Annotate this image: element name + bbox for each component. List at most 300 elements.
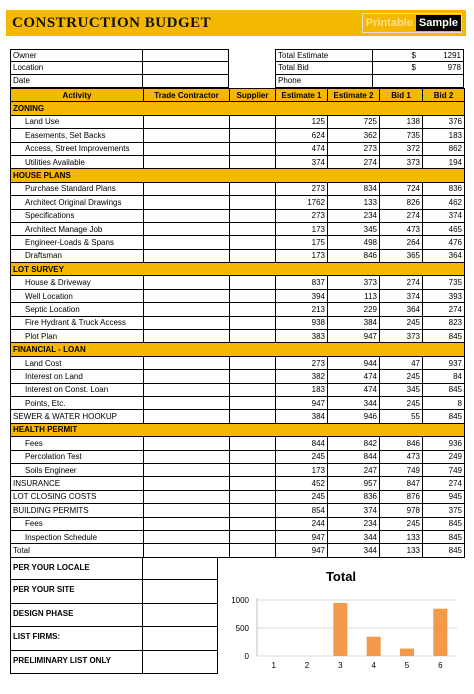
estimate-2-cell[interactable]: 344 <box>328 544 380 557</box>
table-row <box>11 129 465 142</box>
column-header-activity: Activity <box>11 89 144 102</box>
table-row <box>11 155 465 168</box>
estimate-2-cell[interactable]: 957 <box>328 477 380 490</box>
column-header-estimate-1: Estimate 1 <box>276 89 328 102</box>
bid-2-cell[interactable]: 8 <box>423 396 465 409</box>
phone-field[interactable] <box>419 75 464 88</box>
phone-currency <box>373 75 419 88</box>
estimate-2-cell[interactable]: 947 <box>328 330 380 343</box>
bid-2-cell[interactable]: 945 <box>423 490 465 503</box>
x-tick-label: 4 <box>371 661 376 670</box>
bid-2-cell[interactable]: 836 <box>423 182 465 195</box>
supplier-cell[interactable] <box>230 196 276 209</box>
section-label: FINANCIAL - LOAN <box>11 343 465 356</box>
activity-label: Septic Location <box>11 303 144 316</box>
bid-2-cell[interactable]: 249 <box>423 450 465 463</box>
estimate-1-cell[interactable]: 384 <box>276 410 328 423</box>
supplier-cell[interactable] <box>230 437 276 450</box>
trade-contractor-cell[interactable] <box>144 196 230 209</box>
activity-label: INSURANCE <box>11 477 144 490</box>
bid-2-cell[interactable]: 845 <box>423 410 465 423</box>
trade-contractor-cell[interactable] <box>144 182 230 195</box>
trade-contractor-cell[interactable] <box>144 477 230 490</box>
estimate-1-cell[interactable]: 273 <box>276 356 328 369</box>
estimate-2-cell[interactable]: 725 <box>328 115 380 128</box>
supplier-cell[interactable] <box>230 383 276 396</box>
estimate-2-cell[interactable]: 362 <box>328 129 380 142</box>
bid-1-cell[interactable]: 245 <box>380 517 423 530</box>
table-row <box>11 276 465 289</box>
bid-2-cell[interactable]: 465 <box>423 222 465 235</box>
column-header-supplier: Supplier <box>230 89 276 102</box>
activity-label: House & Driveway <box>11 276 144 289</box>
table-row <box>11 289 465 302</box>
estimate-1-cell[interactable]: 844 <box>276 437 328 450</box>
x-tick-label: 6 <box>438 661 443 670</box>
trade-contractor-cell[interactable] <box>144 437 230 450</box>
trade-contractor-cell[interactable] <box>144 450 230 463</box>
trade-contractor-cell[interactable] <box>144 383 230 396</box>
trade-contractor-cell[interactable] <box>144 236 230 249</box>
estimate-1-cell[interactable]: 947 <box>276 544 328 557</box>
supplier-cell[interactable] <box>230 182 276 195</box>
activity-label: Fees <box>11 437 144 450</box>
bid-2-cell[interactable]: 823 <box>423 316 465 329</box>
bid-1-cell[interactable]: 373 <box>380 330 423 343</box>
bid-2-cell[interactable]: 376 <box>423 115 465 128</box>
bid-1-cell[interactable]: 372 <box>380 142 423 155</box>
bid-2-cell[interactable]: 735 <box>423 276 465 289</box>
notes-label: LIST FIRMS: <box>10 627 143 650</box>
estimate-1-cell[interactable]: 173 <box>276 249 328 262</box>
trade-contractor-cell[interactable] <box>144 142 230 155</box>
table-row <box>11 115 465 128</box>
activity-label: Easements, Set Backs <box>11 129 144 142</box>
trade-contractor-cell[interactable] <box>144 129 230 142</box>
bar <box>333 603 347 656</box>
date-label: Date <box>10 75 143 88</box>
estimate-1-cell[interactable]: 374 <box>276 155 328 168</box>
bid-1-cell[interactable]: 245 <box>380 370 423 383</box>
table-row <box>11 437 465 450</box>
table-row <box>11 356 465 369</box>
page-title: CONSTRUCTION BUDGET <box>12 14 212 31</box>
title-bar <box>6 10 466 36</box>
estimate-1-cell[interactable]: 382 <box>276 370 328 383</box>
trade-contractor-cell[interactable] <box>144 155 230 168</box>
table-row <box>11 222 465 235</box>
trade-contractor-cell[interactable] <box>144 504 230 517</box>
info-row <box>10 49 464 62</box>
estimate-2-cell[interactable]: 133 <box>328 196 380 209</box>
total-bid-value: 978 <box>419 62 464 75</box>
estimate-2-cell[interactable]: 374 <box>328 504 380 517</box>
bid-1-cell[interactable]: 373 <box>380 155 423 168</box>
bid-1-cell[interactable]: 473 <box>380 222 423 235</box>
estimate-1-cell[interactable]: 1762 <box>276 196 328 209</box>
bid-2-cell[interactable]: 476 <box>423 236 465 249</box>
table-header <box>11 89 465 102</box>
bid-1-cell[interactable]: 846 <box>380 437 423 450</box>
supplier-cell[interactable] <box>230 222 276 235</box>
bar <box>433 609 447 656</box>
table-row <box>11 504 465 517</box>
activity-label: Plot Plan <box>11 330 144 343</box>
table-row <box>11 477 465 490</box>
trade-contractor-cell[interactable] <box>144 303 230 316</box>
activity-label: Architect Manage Job <box>11 222 144 235</box>
table-row <box>11 370 465 383</box>
notes-label: PER YOUR SITE <box>10 580 143 603</box>
activity-label: Interest on Const. Loan <box>11 383 144 396</box>
column-header-bid-2: Bid 2 <box>423 89 465 102</box>
trade-contractor-cell[interactable] <box>144 370 230 383</box>
bid-1-cell[interactable]: 55 <box>380 410 423 423</box>
activity-label: Points, Etc. <box>11 396 144 409</box>
supplier-cell[interactable] <box>230 129 276 142</box>
activity-label: BUILDING PERMITS <box>11 504 144 517</box>
activity-label: Fire Hydrant & Truck Access <box>11 316 144 329</box>
supplier-cell[interactable] <box>230 303 276 316</box>
trade-contractor-cell[interactable] <box>144 396 230 409</box>
table-row <box>11 544 465 557</box>
bid-1-cell[interactable]: 473 <box>380 450 423 463</box>
supplier-cell[interactable] <box>230 236 276 249</box>
bid-1-cell[interactable]: 133 <box>380 530 423 543</box>
estimate-2-cell[interactable]: 344 <box>328 396 380 409</box>
bid-2-cell[interactable]: 274 <box>423 303 465 316</box>
bid-1-cell[interactable]: 47 <box>380 356 423 369</box>
activity-label: Purchase Standard Plans <box>11 182 144 195</box>
supplier-cell[interactable] <box>230 370 276 383</box>
supplier-cell[interactable] <box>230 330 276 343</box>
date-field[interactable] <box>143 75 229 88</box>
trade-contractor-cell[interactable] <box>144 410 230 423</box>
estimate-2-cell[interactable]: 273 <box>328 142 380 155</box>
section-row <box>11 343 465 356</box>
table-row <box>11 236 465 249</box>
trade-contractor-cell[interactable] <box>144 517 230 530</box>
x-tick-label: 3 <box>338 661 343 670</box>
estimate-2-cell[interactable]: 846 <box>328 249 380 262</box>
estimate-2-cell[interactable]: 344 <box>328 530 380 543</box>
estimate-1-cell[interactable]: 474 <box>276 142 328 155</box>
info-row <box>10 62 464 75</box>
total-bid-label: Total Bid <box>275 62 373 75</box>
estimate-2-cell[interactable]: 946 <box>328 410 380 423</box>
trade-contractor-cell[interactable] <box>144 276 230 289</box>
trade-contractor-cell[interactable] <box>144 544 230 557</box>
info-block <box>10 49 464 88</box>
estimate-1-cell[interactable]: 854 <box>276 504 328 517</box>
bid-1-cell[interactable]: 245 <box>380 316 423 329</box>
bid-2-cell[interactable]: 845 <box>423 517 465 530</box>
estimate-2-cell[interactable]: 498 <box>328 236 380 249</box>
bid-2-cell[interactable]: 845 <box>423 544 465 557</box>
table-row <box>11 383 465 396</box>
trade-contractor-cell[interactable] <box>144 490 230 503</box>
budget-table <box>10 88 465 558</box>
table-row <box>11 396 465 409</box>
supplier-cell[interactable] <box>230 209 276 222</box>
supplier-cell[interactable] <box>230 410 276 423</box>
section-label: HOUSE PLANS <box>11 169 465 182</box>
estimate-2-cell[interactable]: 384 <box>328 316 380 329</box>
notes-field[interactable] <box>143 651 218 674</box>
bid-1-cell[interactable]: 374 <box>380 289 423 302</box>
section-label: HEALTH PERMIT <box>11 423 465 436</box>
bid-2-cell[interactable]: 274 <box>423 477 465 490</box>
owner-field[interactable] <box>143 49 229 62</box>
supplier-cell[interactable] <box>230 115 276 128</box>
bid-2-cell[interactable]: 845 <box>423 383 465 396</box>
supplier-cell[interactable] <box>230 155 276 168</box>
estimate-2-cell[interactable]: 274 <box>328 155 380 168</box>
total-estimate-label: Total Estimate <box>275 49 373 62</box>
supplier-cell[interactable] <box>230 477 276 490</box>
estimate-1-cell[interactable]: 273 <box>276 209 328 222</box>
notes-field[interactable] <box>143 580 218 603</box>
bid-2-cell[interactable]: 183 <box>423 129 465 142</box>
x-tick-label: 5 <box>404 661 410 670</box>
supplier-cell[interactable] <box>230 276 276 289</box>
bid-2-cell[interactable]: 936 <box>423 437 465 450</box>
estimate-2-cell[interactable]: 836 <box>328 490 380 503</box>
table-row <box>11 410 465 423</box>
column-header-trade-contractor: Trade Contractor <box>144 89 230 102</box>
phone-label: Phone <box>275 75 373 88</box>
estimate-1-cell[interactable]: 383 <box>276 330 328 343</box>
estimate-2-cell[interactable]: 474 <box>328 370 380 383</box>
estimate-1-cell[interactable]: 213 <box>276 303 328 316</box>
bid-1-cell[interactable]: 264 <box>380 236 423 249</box>
notes-row <box>10 580 218 603</box>
notes-field[interactable] <box>143 627 218 650</box>
supplier-cell[interactable] <box>230 289 276 302</box>
supplier-cell[interactable] <box>230 544 276 557</box>
table-row <box>11 517 465 530</box>
supplier-cell[interactable] <box>230 490 276 503</box>
total-chart-svg <box>221 557 464 684</box>
estimate-1-cell[interactable]: 173 <box>276 222 328 235</box>
estimate-1-cell[interactable]: 273 <box>276 182 328 195</box>
table-row <box>11 303 465 316</box>
notes-label: DESIGN PHASE <box>10 604 143 627</box>
activity-label: Percolation Test <box>11 450 144 463</box>
x-tick-label: 1 <box>271 661 276 670</box>
activity-label: Fees <box>11 517 144 530</box>
supplier-cell[interactable] <box>230 517 276 530</box>
brand-printable: Printable <box>363 15 416 31</box>
section-label: ZONING <box>11 102 465 115</box>
estimate-1-cell[interactable]: 244 <box>276 517 328 530</box>
bid-1-cell[interactable]: 274 <box>380 209 423 222</box>
brand-sample: Sample <box>416 15 461 31</box>
trade-contractor-cell[interactable] <box>144 356 230 369</box>
table-row <box>11 209 465 222</box>
bid-2-cell[interactable]: 845 <box>423 530 465 543</box>
estimate-2-cell[interactable]: 229 <box>328 303 380 316</box>
activity-label: Draftsman <box>11 249 144 262</box>
bid-2-cell[interactable]: 364 <box>423 249 465 262</box>
bid-2-cell[interactable]: 194 <box>423 155 465 168</box>
bid-2-cell[interactable]: 937 <box>423 356 465 369</box>
bid-2-cell[interactable]: 749 <box>423 463 465 476</box>
estimate-2-cell[interactable]: 247 <box>328 463 380 476</box>
total-chart <box>221 557 464 684</box>
bid-2-cell[interactable]: 862 <box>423 142 465 155</box>
brand-logo <box>362 13 462 33</box>
bar <box>400 649 414 656</box>
trade-contractor-cell[interactable] <box>144 222 230 235</box>
bid-2-cell[interactable]: 84 <box>423 370 465 383</box>
activity-label: Total <box>11 544 144 557</box>
notes-row <box>10 604 218 627</box>
estimate-1-cell[interactable]: 947 <box>276 396 328 409</box>
trade-contractor-cell[interactable] <box>144 530 230 543</box>
notes-row <box>10 651 218 674</box>
table-row <box>11 249 465 262</box>
section-row <box>11 102 465 115</box>
estimate-2-cell[interactable]: 834 <box>328 182 380 195</box>
bid-1-cell[interactable]: 274 <box>380 276 423 289</box>
estimate-2-cell[interactable]: 373 <box>328 276 380 289</box>
y-tick-label: 1000 <box>231 596 249 605</box>
notes-row <box>10 557 218 580</box>
supplier-cell[interactable] <box>230 316 276 329</box>
supplier-cell[interactable] <box>230 249 276 262</box>
activity-label: Soils Engineer <box>11 463 144 476</box>
bid-1-cell[interactable]: 245 <box>380 396 423 409</box>
activity-label: Land Use <box>11 115 144 128</box>
bid-1-cell[interactable]: 364 <box>380 303 423 316</box>
bid-1-cell[interactable]: 724 <box>380 182 423 195</box>
owner-label: Owner <box>10 49 143 62</box>
estimate-1-cell[interactable]: 245 <box>276 450 328 463</box>
info-row <box>10 75 464 88</box>
bid-1-cell[interactable]: 365 <box>380 249 423 262</box>
bid-2-cell[interactable]: 845 <box>423 330 465 343</box>
trade-contractor-cell[interactable] <box>144 289 230 302</box>
trade-contractor-cell[interactable] <box>144 115 230 128</box>
notes-row <box>10 627 218 650</box>
estimate-1-cell[interactable]: 183 <box>276 383 328 396</box>
estimate-2-cell[interactable]: 234 <box>328 517 380 530</box>
estimate-2-cell[interactable]: 944 <box>328 356 380 369</box>
estimate-1-cell[interactable]: 947 <box>276 530 328 543</box>
activity-label: Architect Original Drawings <box>11 196 144 209</box>
bid-1-cell[interactable]: 735 <box>380 129 423 142</box>
bid-1-cell[interactable]: 138 <box>380 115 423 128</box>
trade-contractor-cell[interactable] <box>144 209 230 222</box>
trade-contractor-cell[interactable] <box>144 330 230 343</box>
bid-1-cell[interactable]: 847 <box>380 477 423 490</box>
table-row <box>11 330 465 343</box>
estimate-2-cell[interactable]: 844 <box>328 450 380 463</box>
estimate-1-cell[interactable]: 938 <box>276 316 328 329</box>
bid-1-cell[interactable]: 876 <box>380 490 423 503</box>
table-row <box>11 196 465 209</box>
notes-block <box>10 557 218 674</box>
activity-label: Inspection Schedule <box>11 530 144 543</box>
table-row <box>11 316 465 329</box>
supplier-cell[interactable] <box>230 396 276 409</box>
estimate-1-cell[interactable]: 624 <box>276 129 328 142</box>
table-row <box>11 463 465 476</box>
estimate-1-cell[interactable]: 173 <box>276 463 328 476</box>
total-bid-currency: $ <box>373 62 419 75</box>
notes-label: PER YOUR LOCALE <box>10 557 143 580</box>
activity-label: Specifications <box>11 209 144 222</box>
trade-contractor-cell[interactable] <box>144 316 230 329</box>
activity-label: Access, Street Improvements <box>11 142 144 155</box>
notes-field[interactable] <box>143 557 218 580</box>
supplier-cell[interactable] <box>230 504 276 517</box>
supplier-cell[interactable] <box>230 450 276 463</box>
y-tick-label: 500 <box>235 624 249 633</box>
activity-label: Well Location <box>11 289 144 302</box>
estimate-2-cell[interactable]: 474 <box>328 383 380 396</box>
bid-1-cell[interactable]: 749 <box>380 463 423 476</box>
notes-field[interactable] <box>143 604 218 627</box>
section-row <box>11 423 465 436</box>
estimate-2-cell[interactable]: 842 <box>328 437 380 450</box>
supplier-cell[interactable] <box>230 142 276 155</box>
table-row <box>11 142 465 155</box>
bid-2-cell[interactable]: 393 <box>423 289 465 302</box>
total-estimate-value: 1291 <box>419 49 464 62</box>
activity-label: Engineer-Loads & Spans <box>11 236 144 249</box>
estimate-2-cell[interactable]: 113 <box>328 289 380 302</box>
y-tick-label: 0 <box>244 652 249 661</box>
bar <box>367 637 381 656</box>
supplier-cell[interactable] <box>230 530 276 543</box>
estimate-1-cell[interactable]: 245 <box>276 490 328 503</box>
table-row <box>11 530 465 543</box>
trade-contractor-cell[interactable] <box>144 463 230 476</box>
bid-1-cell[interactable]: 978 <box>380 504 423 517</box>
estimate-1-cell[interactable]: 837 <box>276 276 328 289</box>
estimate-2-cell[interactable]: 234 <box>328 209 380 222</box>
table-row <box>11 490 465 503</box>
bid-1-cell[interactable]: 345 <box>380 383 423 396</box>
location-label: Location <box>10 62 143 75</box>
budget-table-body <box>11 102 465 557</box>
supplier-cell[interactable] <box>230 463 276 476</box>
table-row <box>11 450 465 463</box>
estimate-1-cell[interactable]: 452 <box>276 477 328 490</box>
column-header-bid-1: Bid 1 <box>380 89 423 102</box>
bid-2-cell[interactable]: 375 <box>423 504 465 517</box>
activity-label: Land Cost <box>11 356 144 369</box>
bid-1-cell[interactable]: 133 <box>380 544 423 557</box>
bid-1-cell[interactable]: 826 <box>380 196 423 209</box>
total-estimate-currency: $ <box>373 49 419 62</box>
estimate-1-cell[interactable]: 175 <box>276 236 328 249</box>
activity-label: LOT CLOSING COSTS <box>11 490 144 503</box>
trade-contractor-cell[interactable] <box>144 249 230 262</box>
estimate-2-cell[interactable]: 345 <box>328 222 380 235</box>
bid-2-cell[interactable]: 462 <box>423 196 465 209</box>
supplier-cell[interactable] <box>230 356 276 369</box>
estimate-1-cell[interactable]: 394 <box>276 289 328 302</box>
section-row <box>11 263 465 276</box>
location-field[interactable] <box>143 62 229 75</box>
bid-2-cell[interactable]: 374 <box>423 209 465 222</box>
estimate-1-cell[interactable]: 125 <box>276 115 328 128</box>
chart-title: Total <box>325 569 357 584</box>
activity-label: Utilities Available <box>11 155 144 168</box>
